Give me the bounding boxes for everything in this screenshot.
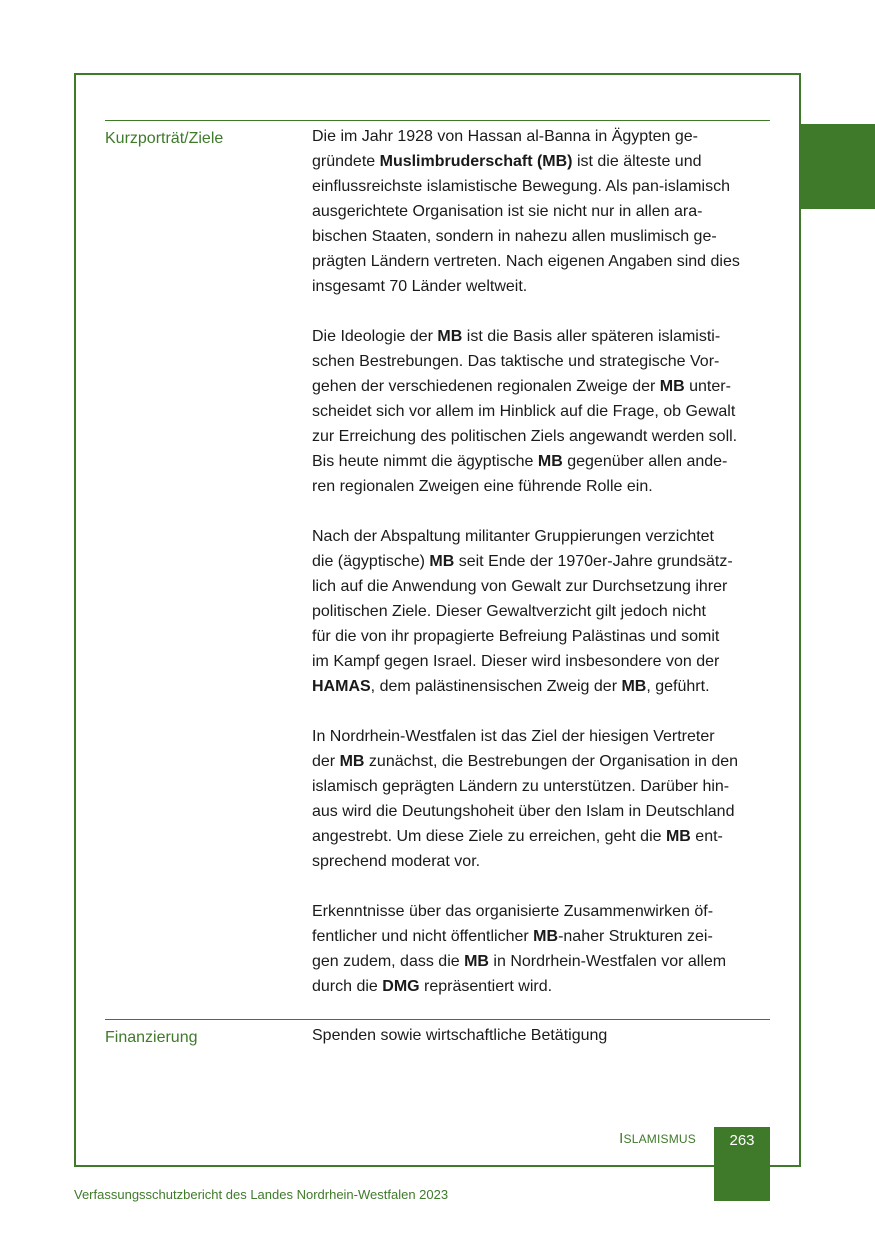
paragraph (312, 124, 777, 299)
chapter-marker-tab (800, 124, 875, 209)
bold-term: MB (437, 328, 463, 345)
bold-term: MB (659, 378, 685, 395)
bold-term: MB (537, 453, 563, 470)
text-run: in Nordrhein-Westfalen vor allem durch die (312, 953, 727, 995)
text-run: unter- scheidet sich vor allem im Hinblick auf die Frage, ob Gewalt zur Erreichung des politischen Ziels angewandt werden soll. Bis heute nimmt die ägyptische (312, 378, 738, 470)
bold-term: MB (533, 928, 559, 945)
section-rest: SLAMISMUS (623, 1132, 696, 1146)
text-run: repräsentiert wird. (419, 978, 553, 995)
text-run: , dem palästinensischen Zweig der (370, 678, 622, 695)
text-run: ent- sprechend moderat vor. (312, 828, 723, 870)
row-label: Finanzierung (105, 1029, 198, 1046)
text-run: Nach der Abspaltung militanter Gruppierungen verzichtet die (ägyptische) (312, 528, 714, 570)
page-number: 263 (729, 1132, 755, 1149)
row-body (312, 124, 777, 999)
text-run: , geführt. (646, 678, 710, 695)
bold-term: MB (621, 678, 647, 695)
text-run: Spenden sowie wirtschaftliche Betätigung (312, 1027, 608, 1044)
text-run: -naher Strukturen zei- gen zudem, dass die (312, 928, 713, 970)
running-section-title (619, 1130, 696, 1147)
text-run: Die im Jahr 1928 von Hassan al-Banna in Ägypten ge- gründete (312, 128, 698, 170)
text-run: ist die Basis aller späteren islamisti- schen Bestrebungen. Das taktische und strategische Vor- gehen der verschiedenen regionalen Zweige der (312, 328, 721, 395)
page-number-block (714, 1127, 770, 1201)
bold-term: MB (429, 553, 455, 570)
paragraph (312, 724, 777, 874)
bold-term: Muslimbruderschaft (MB) (379, 153, 573, 170)
section-row-kurzportraet (105, 120, 770, 995)
text-run: zunächst, die Bestrebungen der Organisation in den islamisch geprägten Ländern zu unterstützen. Darüber hin- aus wird die Deutungshoheit über den Islam in Deutschland angestrebt. Um diese Ziele zu erreichen, geht die (312, 753, 739, 845)
paragraph (312, 524, 777, 699)
section-row-finanzierung (105, 1019, 770, 1046)
bold-term: MB (464, 953, 489, 970)
report-title: Verfassungsschutzbericht des Landes Nordrhein-Westfalen 2023 (74, 1187, 449, 1202)
text-run: seit Ende der 1970er-Jahre grundsätz- lich auf die Anwendung von Gewalt zur Durchsetzung ihrer politischen Ziele. Dieser Gewaltverzicht gilt jedoch nicht für die von ihr propagierte Befreiung Palästinas und somit im Kampf gegen Israel. Dieser wird insbesondere von der (312, 553, 733, 670)
bold-term: MB (665, 828, 691, 845)
text-run: gegenüber allen ande- ren regionalen Zweigen eine führende Rolle ein. (312, 453, 728, 495)
text-run: Erkenntnisse über das organisierte Zusammenwirken öf- fentlicher und nicht öffentlicher (312, 903, 714, 945)
paragraph (312, 1023, 777, 1048)
bold-term: MB (339, 753, 365, 770)
text-run: ist die älteste und einflussreichste islamistische Bewegung. Als pan-islamisch ausgerichtete Organisation ist sie nicht nur in allen ara- bischen Staaten, sondern in nahezu allen muslimisch ge- prägten Ländern vertreten. Nach eigenen Angaben sind dies insgesamt 70 Länder weltweit. (312, 153, 740, 295)
paragraph (312, 324, 777, 499)
row-body (312, 1023, 777, 1048)
row-label: Kurzporträt/Ziele (105, 130, 224, 147)
text-run: Die Ideologie der (312, 328, 438, 345)
text-run: In Nordrhein-Westfalen ist das Ziel der hiesigen Vertreter der (312, 728, 715, 770)
bold-term: HAMAS (312, 678, 371, 695)
bold-term: DMG (382, 978, 420, 995)
paragraph (312, 899, 777, 999)
section-initial: I (619, 1130, 624, 1147)
